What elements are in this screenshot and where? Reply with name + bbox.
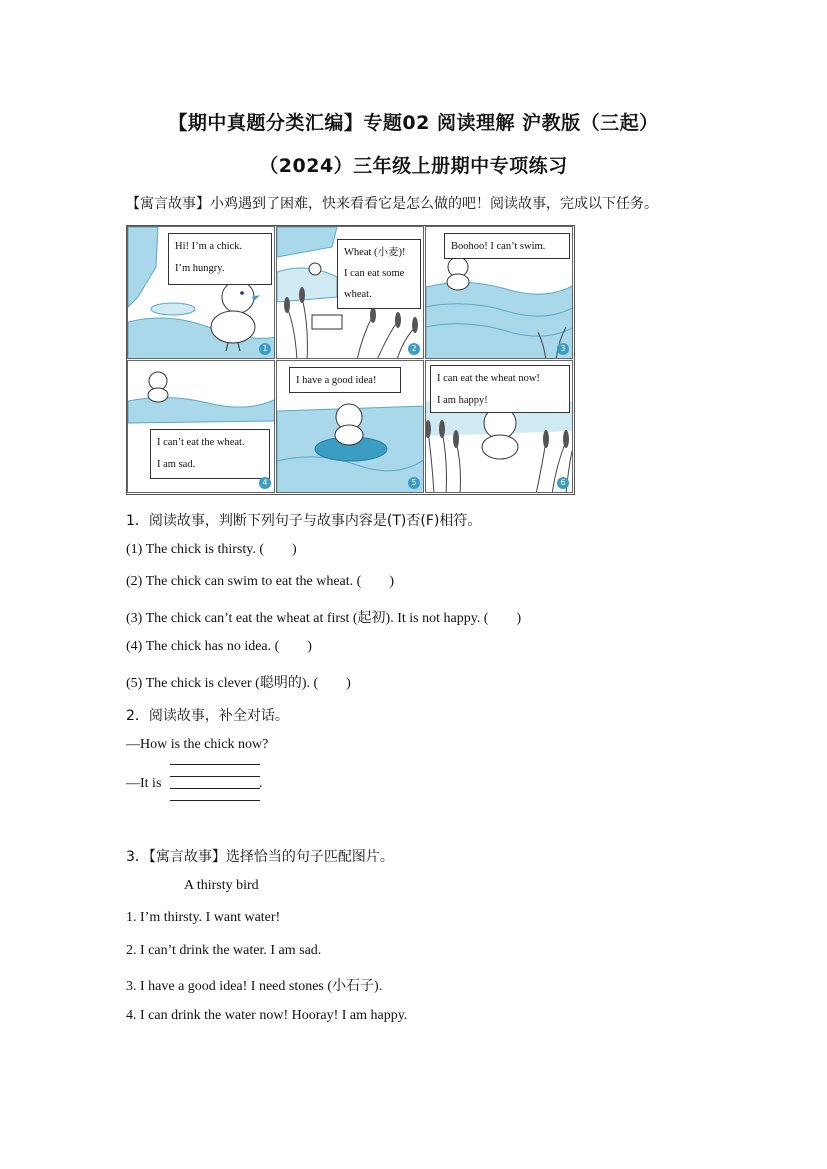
panel-number: 3 [557,343,569,355]
item-text: (3) The chick can’t eat the wheat at first (起初). It is not happy. ( [126,611,489,626]
speech-bubble [289,367,401,393]
task1-item [126,542,297,558]
panel-number: 2 [408,343,420,355]
story-title: A thirsty bird [184,878,259,893]
item-text: (1) The chick is thirsty. ( [126,542,265,557]
answer-line [170,800,260,801]
bubble-line: I am happy! [437,395,488,406]
task2-answer-suffix: . [259,776,263,791]
item-text: (5) The chick is clever (聪明的). ( [126,676,319,691]
task1-heading: 1．阅读故事，判断下列句子与故事内容是(T)否(F)相符。 [126,513,482,529]
bubble-line: Boohoo! I can’t swim. [451,241,546,252]
comic-strip [126,225,575,495]
bubble-line: I have a good idea! [296,375,377,386]
page-title-line2: （2024）三年级上册期中专项练习 [259,155,568,177]
panel-number: 1 [259,343,271,355]
bubble-line: I can eat the wheat now! [437,373,540,384]
bubble-line: I am sad. [157,459,196,470]
item-text: (2) The chick can swim to eat the wheat. ( [126,574,362,589]
bubble-line: I can eat some [344,268,405,279]
answer-line [170,764,260,765]
task1-item [126,672,351,692]
task3-item: 4. I can drink the water now! Hooray! I am happy. [126,1008,408,1023]
bubble-line: Hi! I’m a chick. [175,241,243,252]
speech-bubble [430,365,570,413]
item-close: ) [389,574,394,589]
speech-bubble [168,233,272,285]
item-close: ) [346,676,351,691]
comic-panel-5 [276,360,424,493]
bubble-line: I can’t eat the wheat. [157,437,245,448]
task2-answer-prefix: —It is [126,776,162,791]
speech-bubble [150,429,270,479]
bubble-line: wheat. [344,289,372,300]
task3-item: 1. I’m thirsty. I want water! [126,910,281,925]
bubble-line: Wheat (小麦)! [344,247,406,258]
page-title-line1: 【期中真题分类汇编】专题02 阅读理解 沪教版（三起） [168,112,659,134]
panel-number: 4 [259,477,271,489]
intro-text: 【寓言故事】小鸡遇到了困难，快来看看它是怎么做的吧！阅读故事，完成以下任务。 [126,196,658,212]
panel-number: 6 [557,477,569,489]
task3-item: 3. I have a good idea! I need stones (小石子). [126,979,383,994]
task2-question: —How is the chick now? [126,737,269,752]
answer-line [170,776,260,777]
comic-panel-3 [425,226,573,359]
item-text: (4) The chick has no idea. ( [126,639,280,654]
answer-line[interactable] [170,788,260,789]
comic-panel-1 [127,226,275,359]
comic-panel-2 [276,226,424,359]
speech-bubble [337,239,421,309]
task3-heading: 3．【寓言故事】选择恰当的句子匹配图片。 [126,849,394,865]
panel-number: 5 [408,477,420,489]
task1-item [126,639,312,655]
task1-item [126,607,521,627]
task1-item [126,574,394,590]
task2-heading: 2．阅读故事，补全对话。 [126,708,289,724]
bubble-line: I’m hungry. [175,263,225,274]
task3-item: 2. I can’t drink the water. I am sad. [126,943,322,958]
speech-bubble [444,233,570,259]
item-close: ) [307,639,312,654]
comic-panel-6 [425,360,573,493]
comic-panel-4 [127,360,275,493]
item-close: ) [292,542,297,557]
item-close: ) [516,611,522,626]
